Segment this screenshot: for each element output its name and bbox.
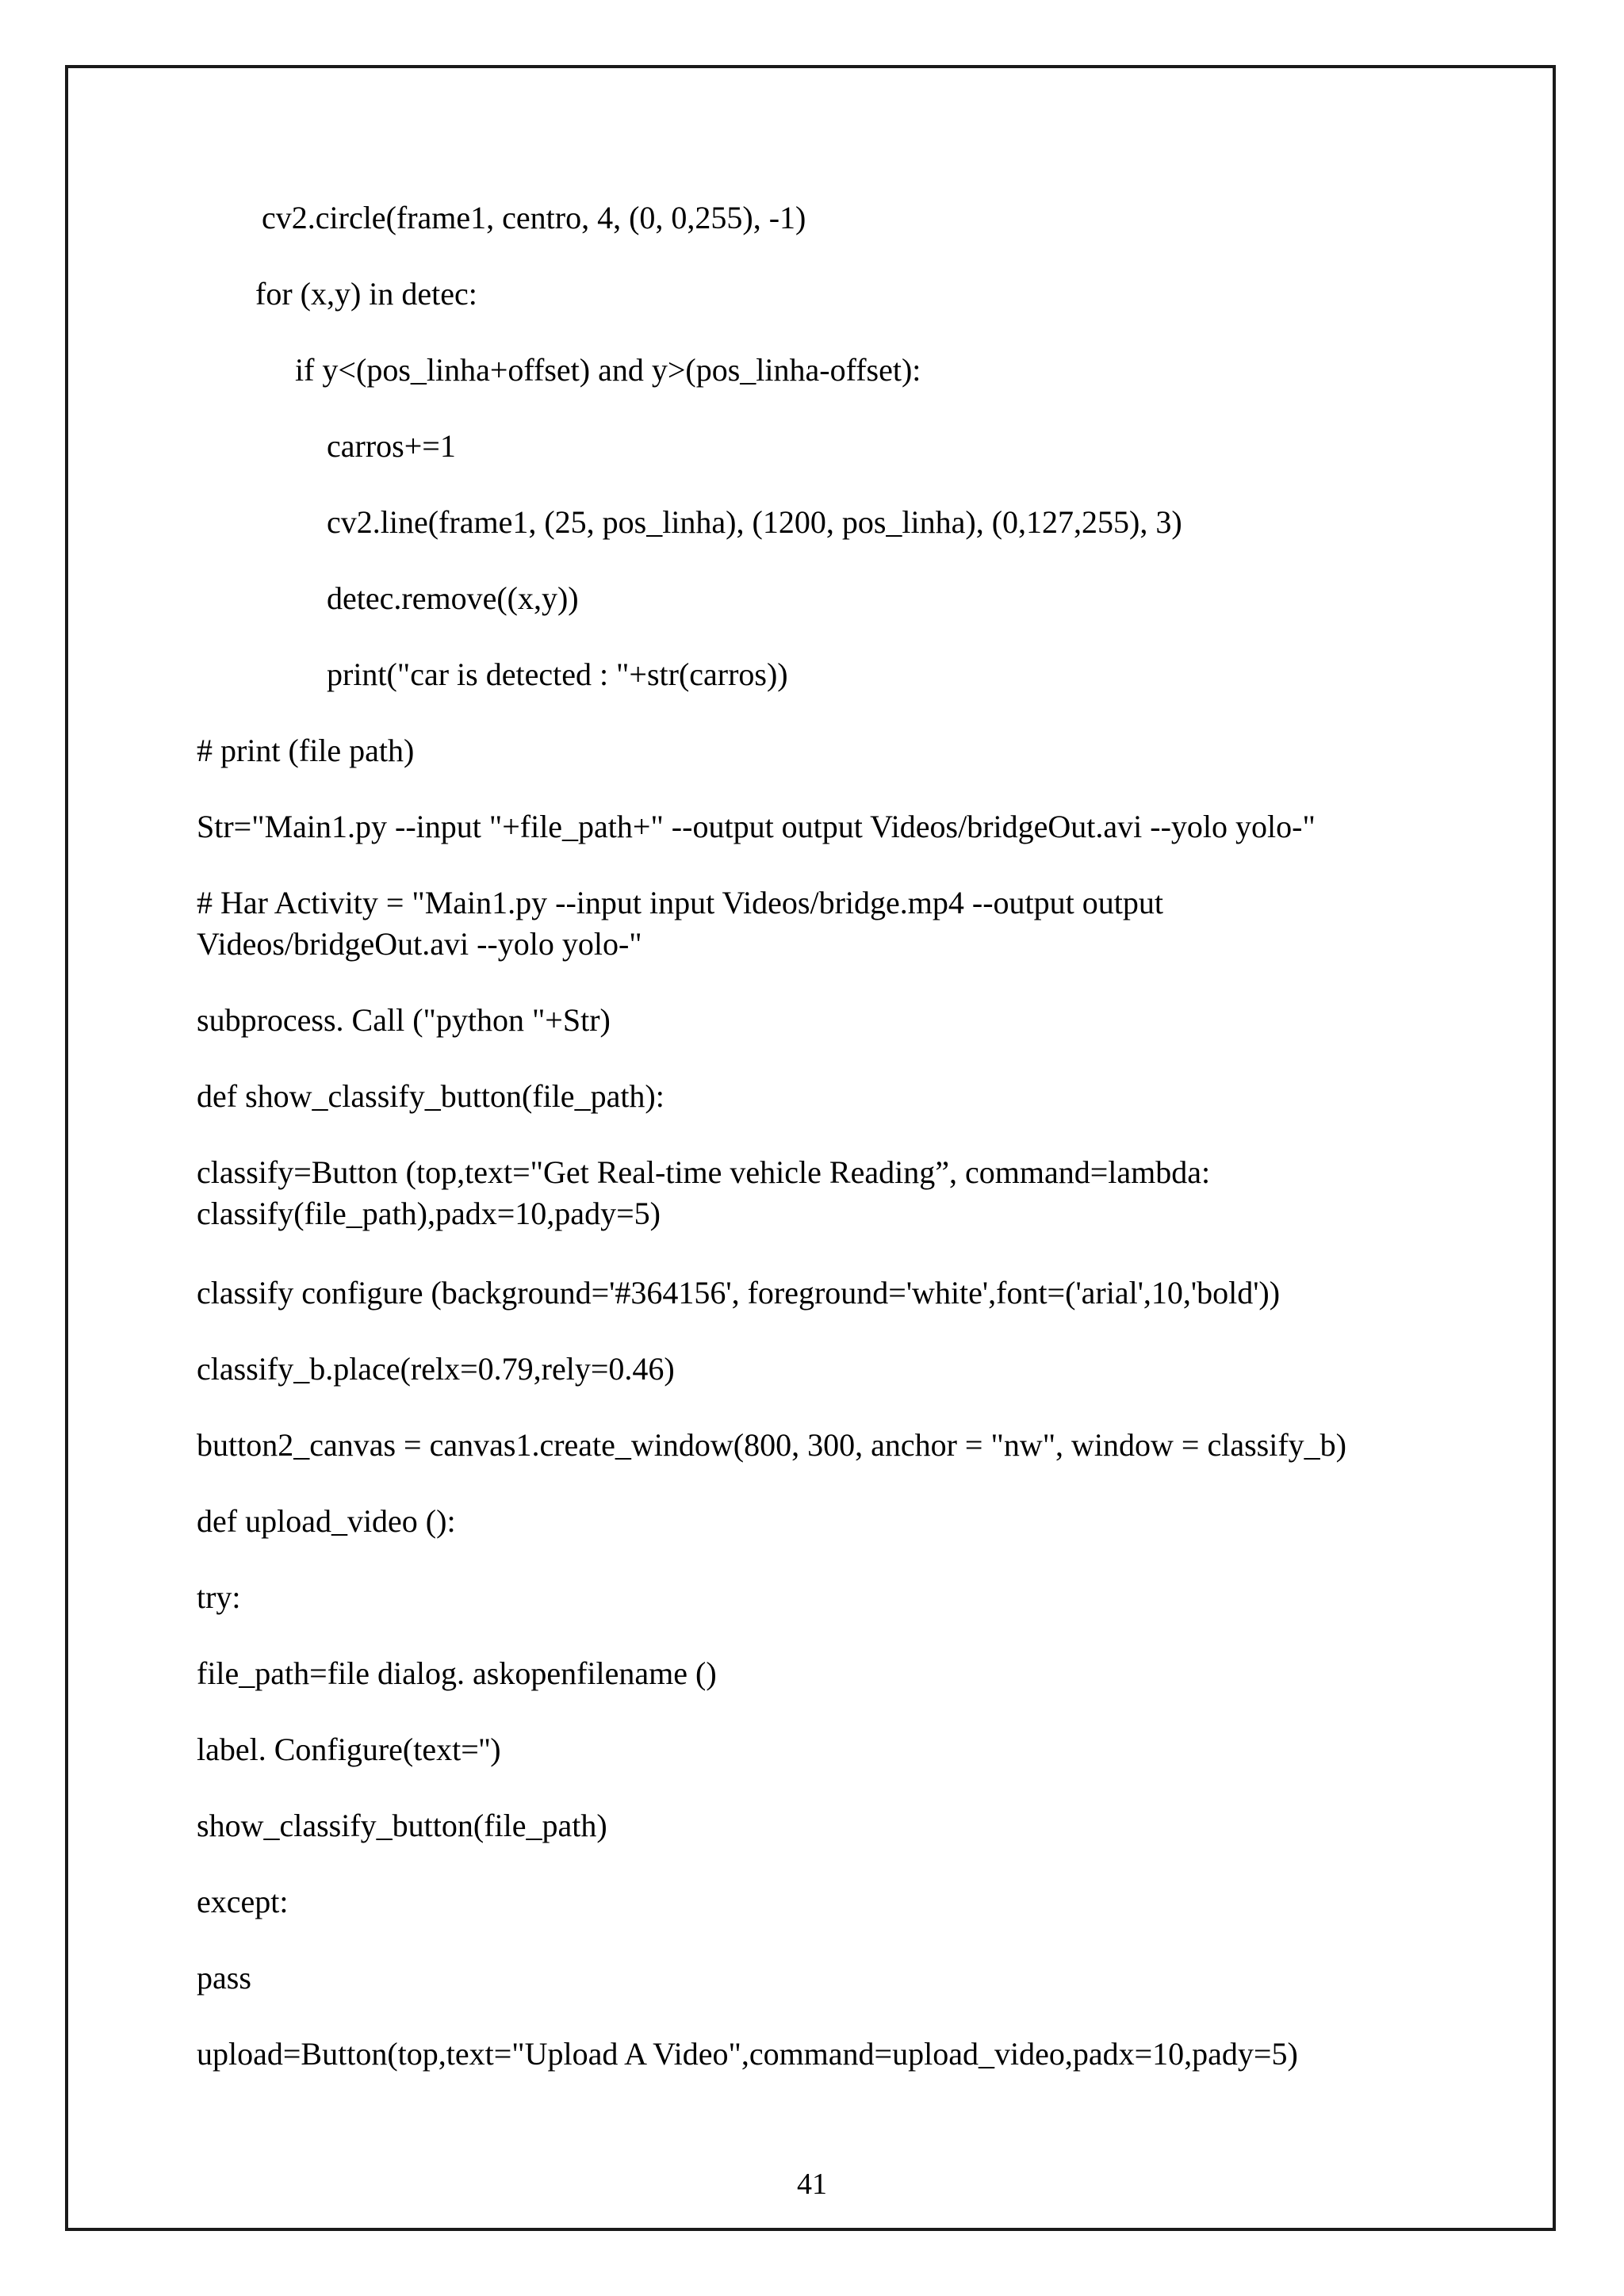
code-line: for (x,y) in detec:: [255, 276, 477, 312]
code-line: classify(file_path),padx=10,pady=5): [197, 1196, 661, 1231]
page-number: 41: [797, 2168, 827, 2201]
code-line: try:: [197, 1579, 241, 1615]
code-line: upload=Button(top,text="Upload A Video",command=upload_video,padx=10,pady=5): [197, 2036, 1298, 2072]
code-line: Videos/bridgeOut.avi --yolo yolo-": [197, 926, 642, 962]
code-line: Str="Main1.py --input "+file_path+" --output output Videos/bridgeOut.avi --yolo yolo-": [197, 809, 1316, 844]
code-line: file_path=file dialog. askopenfilename (): [197, 1655, 717, 1691]
code-line: def show_classify_button(file_path):: [197, 1078, 665, 1114]
code-line: # print (file path): [197, 733, 415, 768]
code-line: button2_canvas = canvas1.create_window(800, 300, anchor = "nw", window = classify_b): [197, 1427, 1346, 1463]
code-line: carros+=1: [327, 428, 456, 464]
code-line: classify=Button (top,text="Get Real-time vehicle Reading”, command=lambda:: [197, 1154, 1211, 1190]
code-line: cv2.circle(frame1, centro, 4, (0, 0,255), -1): [262, 200, 806, 235]
code-line: subprocess. Call ("python "+Str): [197, 1002, 611, 1038]
code-line: show_classify_button(file_path): [197, 1808, 607, 1843]
code-line: print("car is detected : "+str(carros)): [327, 656, 788, 692]
code-line: except:: [197, 1884, 289, 1919]
code-line: cv2.line(frame1, (25, pos_linha), (1200, pos_linha), (0,127,255), 3): [327, 504, 1182, 540]
code-line: classify_b.place(relx=0.79,rely=0.46): [197, 1351, 675, 1387]
code-line: def upload_video ():: [197, 1503, 456, 1539]
code-line: label. Configure(text=''): [197, 1732, 501, 1767]
code-line: pass: [197, 1960, 251, 1996]
code-line: # Har Activity = "Main1.py --input input Videos/bridge.mp4 --output output: [197, 885, 1163, 920]
code-line: if y<(pos_linha+offset) and y>(pos_linha-offset):: [295, 352, 921, 388]
code-line: classify configure (background='#364156', foreground='white',font=('arial',10,'bold')): [197, 1275, 1281, 1311]
code-line: detec.remove((x,y)): [327, 580, 579, 616]
